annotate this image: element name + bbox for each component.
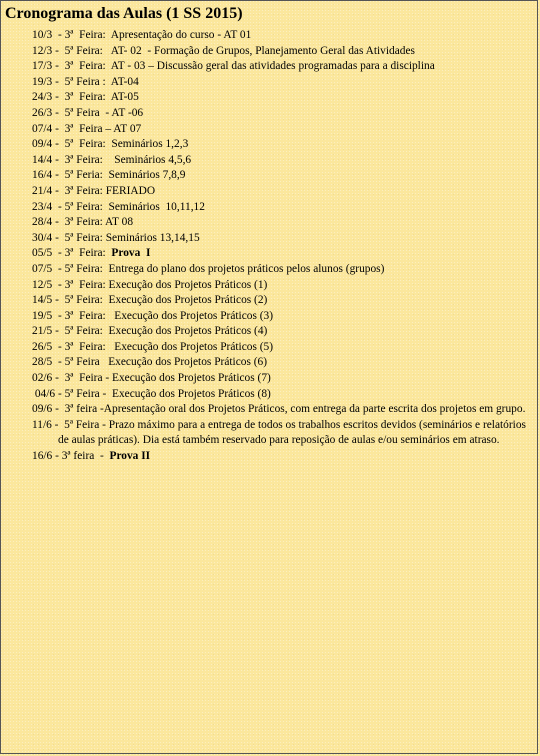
schedule-entry-text: 09/4 - 5ª Feira: Seminários 1,2,3 <box>32 138 189 151</box>
schedule-entry-text: 07/5 - 5ª Feira: Entrega do plano dos projetos práticos pelos alunos (grupos) <box>32 262 385 275</box>
schedule-entry <box>32 340 532 356</box>
schedule-entry <box>32 122 532 138</box>
schedule-entry-text: 26/3 - 5ª Feira - AT -06 <box>32 106 144 119</box>
schedule-entry-text: 14/5 - 5ª Feira: Execução dos Projetos Práticos (2) <box>32 294 268 307</box>
schedule-entry <box>32 215 532 231</box>
schedule-entry <box>32 278 532 294</box>
schedule-entry-text: 16/4 - 5ª Feria: Seminários 7,8,9 <box>32 169 186 182</box>
schedule-entry <box>32 293 532 309</box>
schedule-entry-text: 24/3 - 3ª Feira: AT-05 <box>32 91 139 104</box>
schedule-entry-text: 05/5 - 3ª Feira: <box>32 247 112 260</box>
schedule-entry <box>32 106 532 122</box>
schedule-entry <box>32 324 532 340</box>
schedule-entry <box>32 309 532 325</box>
schedule-entry-text: 02/6 - 3ª Feira - Execução dos Projetos Práticos (7) <box>32 372 271 385</box>
schedule-entry-text: 19/5 - 3ª Feira: Execução dos Projetos Práticos (3) <box>32 309 274 322</box>
schedule-entry-text: 28/4 - 3ª Feira: AT 08 <box>32 216 134 229</box>
schedule-entry-text: 10/3 - 3ª Feira: Apresentação do curso - AT 01 <box>32 29 252 41</box>
schedule-entry <box>32 75 532 91</box>
schedule-entry <box>32 28 532 44</box>
schedule-entry-text: 26/5 - 3ª Feira: Execução dos Projetos Práticos (5) <box>32 340 274 353</box>
schedule-entry <box>32 449 532 465</box>
schedule-entry-text: 07/4 - 3ª Feira – AT 07 <box>32 122 142 135</box>
schedule-list <box>32 28 532 465</box>
schedule-entry-text: 16/6 - 3ª feira - <box>32 450 110 463</box>
schedule-entry-text: 19/3 - 5ª Feira : AT-04 <box>32 75 139 88</box>
schedule-entry-text: 11/6 - 5ª Feira - Prazo máximo para a entrega de todos os trabalhos escritos devidos (seminários e relatórios de aulas práticas). Dia está também reservado para reposição de aulas e/ou seminários em atraso. <box>32 418 529 447</box>
schedule-entry-text: 28/5 - 5ª Feira Execução dos Projetos Práticos (6) <box>32 356 268 369</box>
schedule-entry <box>32 262 532 278</box>
schedule-entry <box>32 168 532 184</box>
schedule-entry <box>32 402 532 418</box>
schedule-entry-text: 12/3 - 5ª Feira: AT- 02 - Formação de Grupos, Planejamento Geral das Atividades <box>32 44 415 57</box>
schedule-entry-text: 14/4 - 3ª Feira: Seminários 4,5,6 <box>32 153 192 166</box>
schedule-entry-text: 21/4 - 3ª Feira: FERIADO <box>32 184 156 197</box>
schedule-entry <box>32 355 532 371</box>
schedule-entry-text: 21/5 - 5ª Feira: Execução dos Projetos Práticos (4) <box>32 325 268 338</box>
exam-label: Prova II <box>109 450 151 463</box>
schedule-entry <box>32 371 532 387</box>
schedule-entry <box>32 418 532 449</box>
schedule-entry <box>32 184 532 200</box>
schedule-entry-text: 17/3 - 3ª Feira: AT - 03 – Discussão geral das atividades programadas para a disciplina <box>32 60 435 73</box>
schedule-entry <box>32 200 532 216</box>
schedule-entry-text: 04/6 - 5ª Feira - Execução dos Projetos Práticos (8) <box>32 387 271 400</box>
schedule-entry-text: 09/6 - 3ª feira -Apresentação oral dos Projetos Práticos, com entrega da parte escrita dos projetos em grupo. <box>32 403 526 416</box>
schedule-entry <box>32 153 532 169</box>
schedule-entry-text: 30/4 - 5ª Feira: Seminários 13,14,15 <box>32 231 200 244</box>
schedule-entry-text: 12/5 - 3ª Feira: Execução dos Projetos Práticos (1) <box>32 278 268 291</box>
schedule-entry <box>32 246 532 262</box>
schedule-entry <box>32 137 532 153</box>
schedule-entry <box>32 44 532 60</box>
schedule-entry <box>32 59 532 75</box>
page-title: Cronograma das Aulas (1 SS 2015) <box>5 5 243 22</box>
schedule-entry <box>32 90 532 106</box>
schedule-entry <box>32 387 532 403</box>
exam-label: Prova I <box>111 247 151 260</box>
schedule-entry <box>32 231 532 247</box>
schedule-entry-text: 23/4 - 5ª Feira: Seminários 10,11,12 <box>32 200 205 213</box>
